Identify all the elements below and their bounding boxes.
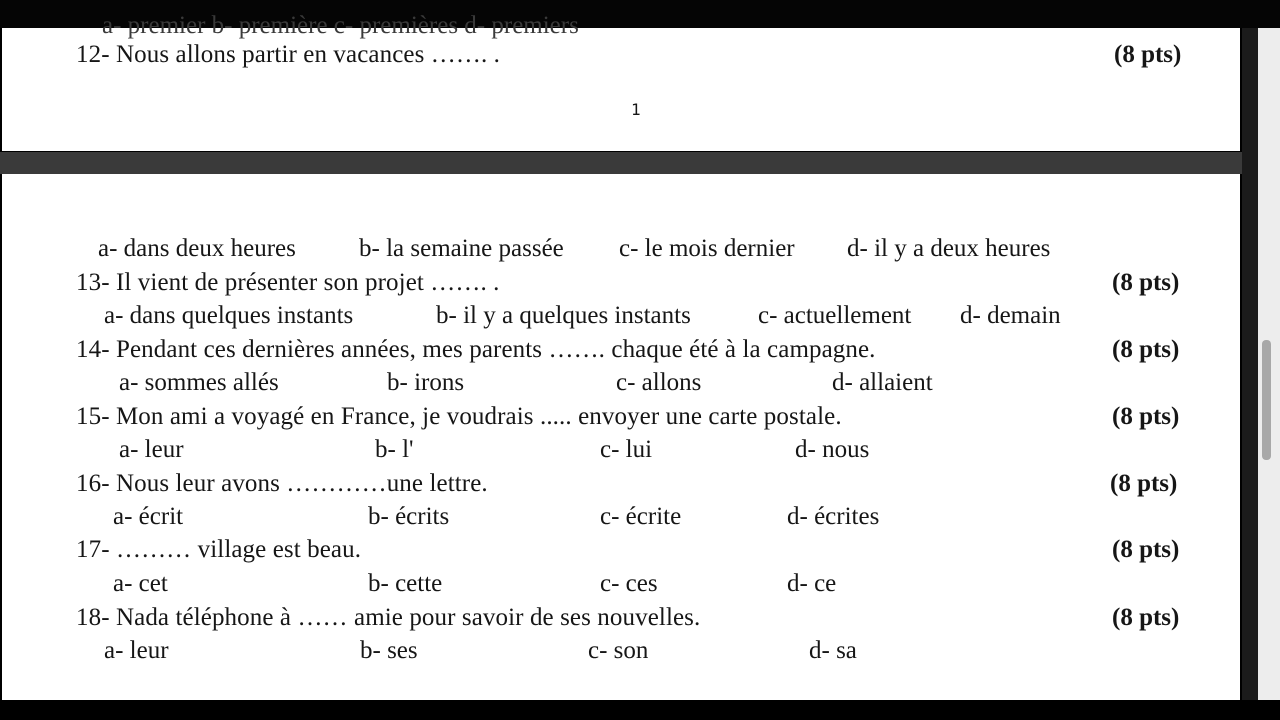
question-15: 15- Mon ami a voyagé en France, je voudrais ..... envoyer une carte postale. (76, 403, 842, 430)
q15-option-b: b- l' (375, 436, 414, 463)
q18-option-b: b- ses (360, 637, 418, 664)
question-14: 14- Pendant ces dernières années, mes parents ……. chaque été à la campagne. (76, 336, 876, 363)
q17-option-b: b- cette (368, 570, 443, 597)
page-2 (2, 174, 1240, 700)
question-14-points: (8 pts) (1112, 336, 1180, 363)
q18-option-a: a- leur (104, 637, 169, 664)
q13-option-a: a- dans quelques instants (104, 302, 354, 329)
q13-option-b: b- il y a quelques instants (436, 302, 691, 329)
page-number: 1 (631, 100, 641, 119)
q17-option-a: a- cet (113, 570, 168, 597)
question-13: 13- Il vient de présenter son projet ……. . (76, 269, 500, 296)
q15-option-a: a- leur (119, 436, 184, 463)
question-18-points: (8 pts) (1112, 604, 1180, 631)
q18-option-c: c- son (588, 637, 649, 664)
question-15-points: (8 pts) (1112, 403, 1180, 430)
scrollbar-track[interactable] (1242, 28, 1258, 700)
q12-option-a: a- dans deux heures (98, 235, 296, 262)
question-18: 18- Nada téléphone à …… amie pour savoir de ses nouvelles. (76, 604, 701, 631)
q12-option-b: b- la semaine passée (359, 235, 564, 262)
q16-option-b: b- écrits (368, 503, 450, 530)
q14-option-c: c- allons (616, 369, 702, 396)
q14-option-b: b- irons (387, 369, 465, 396)
partial-options-line: a- premier b- première c- premières d- premiers (102, 12, 579, 39)
question-13-points: (8 pts) (1112, 269, 1180, 296)
q14-option-d: d- allaient (832, 369, 933, 396)
viewer-bottom-bar (0, 700, 1280, 720)
q16-option-c: c- écrite (600, 503, 682, 530)
q13-option-d: d- demain (960, 302, 1061, 329)
q17-option-d: d- ce (787, 570, 837, 597)
q12-option-c: c- le mois dernier (619, 235, 795, 262)
q12-option-d: d- il y a deux heures (847, 235, 1051, 262)
question-12-points: (8 pts) (1114, 41, 1182, 68)
question-16-points: (8 pts) (1110, 470, 1178, 497)
q16-option-a: a- écrit (113, 503, 184, 530)
page-separator (0, 152, 1242, 174)
q13-option-c: c- actuellement (758, 302, 912, 329)
q14-option-a: a- sommes allés (119, 369, 279, 396)
q16-option-d: d- écrites (787, 503, 880, 530)
page-1 (2, 12, 1240, 151)
question-17: 17- ……… village est beau. (76, 536, 362, 563)
scrollbar-thumb[interactable] (1262, 340, 1271, 460)
question-12: 12- Nous allons partir en vacances ……. . (76, 41, 501, 68)
question-17-points: (8 pts) (1112, 536, 1180, 563)
q17-option-c: c- ces (600, 570, 658, 597)
question-16: 16- Nous leur avons …………une lettre. (76, 470, 488, 497)
q15-option-c: c- lui (600, 436, 653, 463)
q18-option-d: d- sa (809, 637, 857, 664)
q15-option-d: d- nous (795, 436, 870, 463)
